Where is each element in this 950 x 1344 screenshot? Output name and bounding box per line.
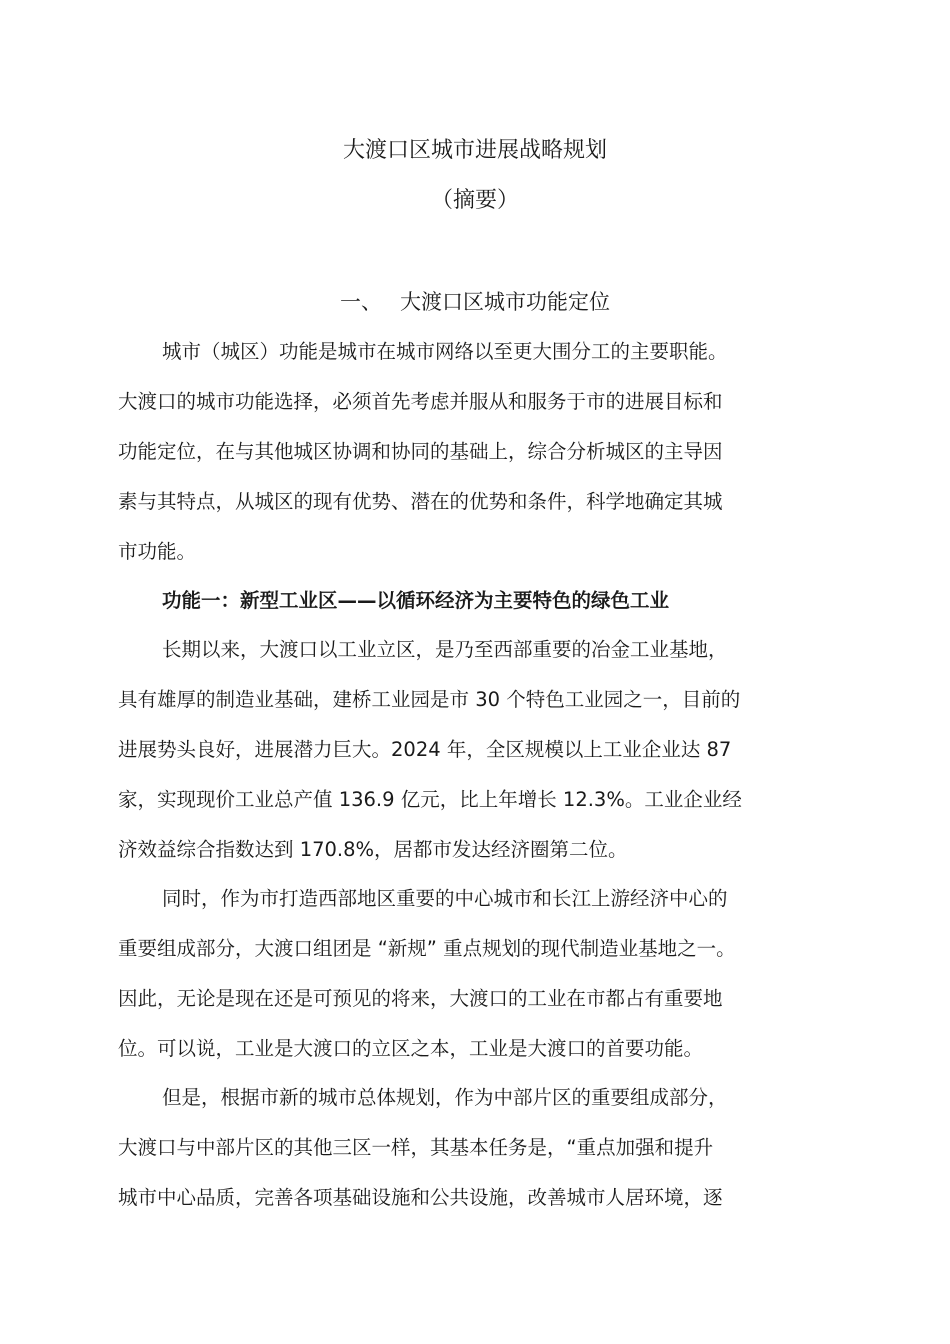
- paragraph-line: 济效益综合指数达到 170.8%，居都市发达经济圈第二位。: [118, 838, 628, 861]
- paragraph-line: 重要组成部分，大渡口组团是 “新规” 重点规划的现代制造业基地之一。: [118, 937, 736, 960]
- document-subtitle: （摘要）: [430, 188, 519, 213]
- paragraph-line: 市功能。: [118, 540, 197, 563]
- section-heading: [0, 287, 950, 317]
- paragraph-line: 城市（城区）功能是城市在城市网络以至更大围分工的主要职能。: [162, 340, 728, 363]
- section-number: 一、: [340, 290, 382, 314]
- paragraph-line: 同时，作为市打造西部地区重要的中心城市和长江上游经济中心的: [162, 887, 728, 910]
- paragraph-line: 城市中心品质，完善各项基础设施和公共设施，改善城市人居环境，逐: [118, 1186, 723, 1209]
- subheading-function-one: 功能一：新型工业区——以循环经济为主要特色的绿色工业: [162, 589, 670, 612]
- paragraph-line: 大渡口与中部片区的其他三区一样，其基本任务是，“重点加强和提升: [118, 1136, 714, 1159]
- paragraph-line: 大渡口的城市功能选择，必须首先考虑并服从和服务于市的进展目标和: [118, 390, 723, 413]
- document-title: 大渡口区城市进展战略规划: [342, 138, 607, 163]
- paragraph-line: 位。可以说，工业是大渡口的立区之本，工业是大渡口的首要功能。: [118, 1037, 704, 1060]
- section-heading-text: 大渡口区城市功能定位: [400, 290, 610, 314]
- paragraph-line: 长期以来，大渡口以工业立区，是乃至西部重要的冶金工业基地，: [162, 638, 728, 661]
- paragraph-line: 家，实现现价工业总产值 136.9 亿元，比上年增长 12.3%。工业企业经: [118, 788, 742, 811]
- paragraph-line: 进展势头良好，进展潜力巨大。2024 年，全区规模以上工业企业达 87: [118, 738, 732, 761]
- paragraph-line: 因此，无论是现在还是可预见的将来，大渡口的工业在市都占有重要地: [118, 987, 723, 1010]
- paragraph-line: 具有雄厚的制造业基础，建桥工业园是市 30 个特色工业园之一，目前的: [118, 688, 741, 711]
- paragraph-line: 但是，根据市新的城市总体规划，作为中部片区的重要组成部分，: [162, 1086, 728, 1109]
- paragraph-line: 功能定位，在与其他城区协调和协同的基础上，综合分析城区的主导因: [118, 440, 723, 463]
- paragraph-line: 素与其特点，从城区的现有优势、潜在的优势和条件，科学地确定其城: [118, 490, 723, 513]
